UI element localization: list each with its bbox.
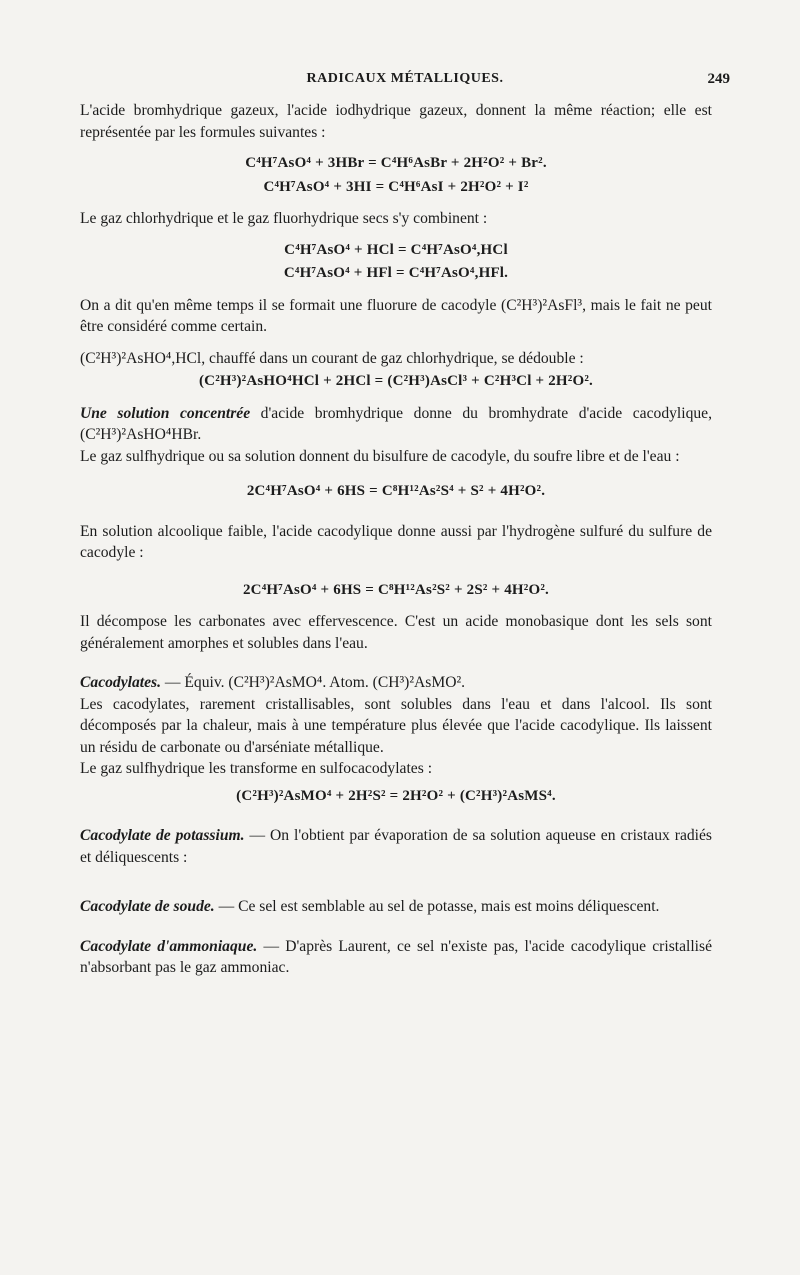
italic-lead: Cacodylate d'ammoniaque. (80, 937, 258, 955)
formula-sulfocacodylate: (C²H³)²AsMO⁴ + 2H²S² = 2H²O² + (C²H³)²AsMS⁴. (236, 787, 556, 804)
italic-lead: Cacodylate de soude. (80, 898, 215, 915)
paragraph-cacodylates: Les cacodylates, rarement cristallisables, sont solubles dans l'eau et dans l'alcool. Ils sont décomposés par la chaleur, mais à une température plus élevée que l'acide cacodylique. Ils laissent un résidu de carbonate ou d'arséniate métallique. (80, 695, 712, 756)
paragraph-bromhydrate: Une solution concentrée d'acide bromhydrique donne du bromhydrate d'acide cacodylique, (C²H³)²AsHO⁴HBr. (80, 404, 712, 443)
paragraph-alcoolique: En solution alcoolique faible, l'acide cacodylique donne aussi par l'hydrogène sulfuré du sulfure de cacodyle : (80, 522, 712, 561)
paragraph-potassium: Cacodylate de potassium. — On l'obtient par évaporation de sa solution aqueuse en cristaux radiés et déliquescents : (80, 827, 712, 866)
italic-lead: Cacodylate de potassium. (80, 827, 245, 844)
italic-lead: Cacodylates. (80, 674, 161, 691)
formula-hcl: C⁴H⁷AsO⁴ + HCl = C⁴H⁷AsO⁴,HCl (284, 241, 508, 258)
formula-dedouble: (C²H³)²AsHO⁴HCl + 2HCl = (C²H³)AsCl³ + C²H³Cl + 2H²O². (198, 373, 594, 389)
page-body (80, 100, 712, 979)
formula-hfl: C⁴H⁷AsO⁴ + HFl = C⁴H⁷AsO⁴,HFl. (283, 265, 509, 281)
paragraph-sulfhydrique: Le gaz sulfhydrique ou sa solution donnent du bisulfure de cacodyle, du soufre libre et de l'eau : (80, 447, 680, 465)
page-header (80, 71, 730, 93)
formula-bisulfure: 2C⁴H⁷AsO⁴ + 6HS = C⁸H¹²As²S⁴ + S² + 4H²O². (246, 483, 546, 499)
italic-lead: Une solution concentrée (80, 404, 251, 422)
paragraph-fluorure: On a dit qu'en même temps il se formait une fluorure de cacodyle (C²H³)²AsFl³, mais le fait ne peut être considéré comme certain. (80, 296, 712, 335)
page-number: 249 (707, 71, 730, 87)
paragraph-halides: Le gaz chlorhydrique et le gaz fluorhydrique secs s'y combinent : (80, 210, 488, 227)
formula-sulfure: 2C⁴H⁷AsO⁴ + 6HS = C⁸H¹²As²S² + 2S² + 4H²O². (242, 581, 550, 598)
formula-hi: C⁴H⁷AsO⁴ + 3HI = C⁴H⁶AsI + 2H²O² + I² (263, 178, 529, 195)
paragraph-ammoniaque: Cacodylate d'ammoniaque. — D'après Laurent, ce sel n'existe pas, l'acide cacodylique cristallisé n'absorbant pas le gaz ammoniac. (80, 937, 712, 976)
paragraph-carbonates: Il décompose les carbonates avec effervescence. C'est un acide monobasique dont les sels sont généralement amorphes et solubles dans l'eau. (80, 613, 712, 652)
paragraph-soude: Cacodylate de soude. — Ce sel est semblable au sel de potasse, mais est moins déliquescent. (80, 898, 660, 915)
paragraph-cacodylates-heading: Cacodylates. — Équiv. (C²H³)²AsMO⁴. Atom. (CH³)²AsMO². (80, 674, 466, 691)
paragraph-sulfocacodylates: Le gaz sulfhydrique les transforme en sulfocacodylates : (80, 760, 433, 777)
running-title: RADICAUX MÉTALLIQUES. (306, 71, 504, 86)
paragraph-dedouble: (C²H³)²AsHO⁴,HCl, chauffé dans un courant de gaz chlorhydrique, se dédouble : (80, 349, 584, 367)
formula-hbr: C⁴H⁷AsO⁴ + 3HBr = C⁴H⁶AsBr + 2H²O² + Br². (245, 155, 547, 171)
paragraph-intro: L'acide bromhydrique gazeux, l'acide iodhydrique gazeux, donnent la même réaction; elle est représentée par les formules suivantes : (80, 102, 712, 141)
